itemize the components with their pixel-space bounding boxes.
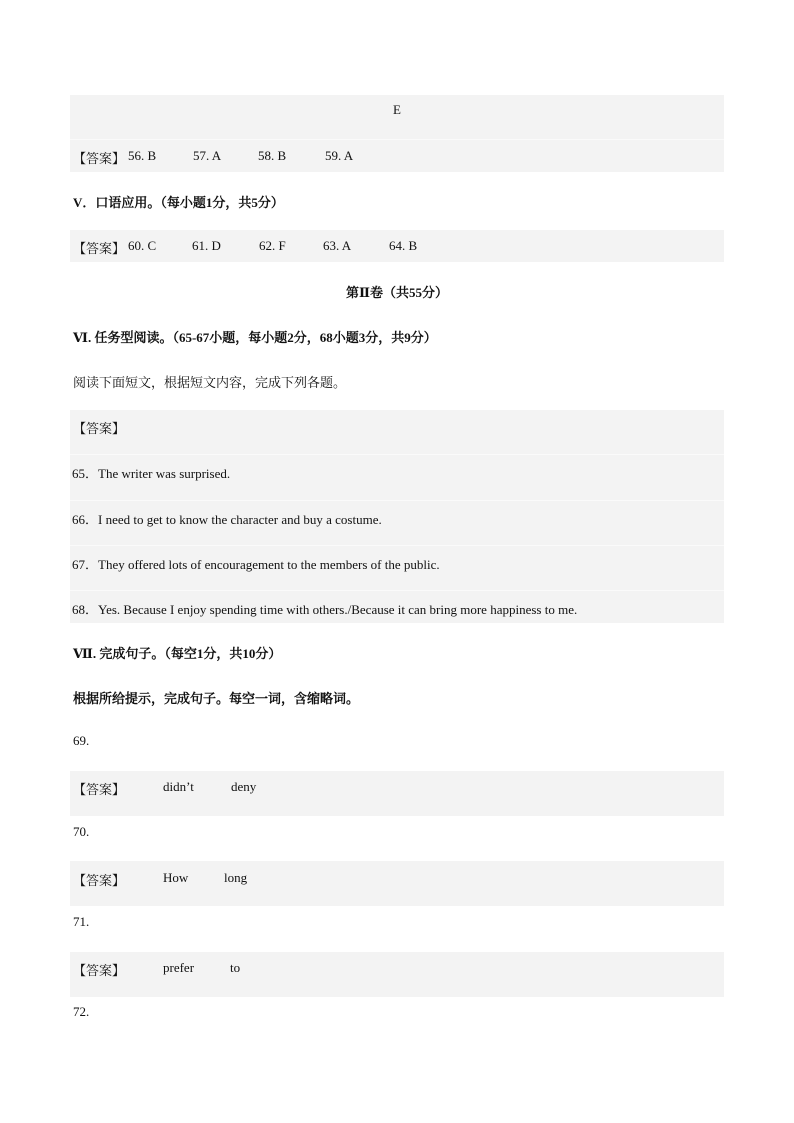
section-v-heading: V．口语应用。（每小题1分，共5分） xyxy=(73,195,284,210)
answer-59: 59. A xyxy=(325,148,354,163)
answer-65: 65．The writer was surprised. xyxy=(72,466,231,481)
answer-70-word-2: long xyxy=(224,870,248,885)
answer-label: 【答案】 xyxy=(73,963,126,978)
answer-label: 【答案】 xyxy=(73,873,126,888)
volume-2-title: 第Ⅱ卷（共55分） xyxy=(346,285,448,300)
answer-62: 62. F xyxy=(259,238,286,253)
answer-66: 66．I need to get to know the character and buy a costume. xyxy=(72,512,382,527)
question-70-number: 70. xyxy=(73,824,90,839)
answer-label: 【答案】 xyxy=(73,782,126,797)
answer-69-block xyxy=(70,771,724,816)
answer-71-block xyxy=(70,952,724,997)
answer-60: 60. C xyxy=(128,238,157,253)
answer-64: 64. B xyxy=(389,238,418,253)
question-69-number: 69. xyxy=(73,733,90,748)
answer-71-word-2: to xyxy=(230,960,241,975)
answer-56: 56. B xyxy=(128,148,157,163)
section-vi-instruction: 阅读下面短文，根据短文内容，完成下列各题。 xyxy=(73,375,347,390)
answer-57: 57. A xyxy=(193,148,222,163)
answer-67: 67．They offered lots of encouragement to the members of the public. xyxy=(72,557,440,572)
section-vi-answer-block xyxy=(70,410,724,623)
section-vii-instruction: 根据所给提示，完成句子。每空一词，含缩略词。 xyxy=(73,691,360,706)
answer-61: 61. D xyxy=(192,238,221,253)
question-71-number: 71. xyxy=(73,914,90,929)
section-vi-heading: Ⅵ. 任务型阅读。（65-67小题，每小题2分，68小题3分，共9分） xyxy=(73,330,437,345)
answer-69-word-1: didn’t xyxy=(163,779,194,794)
answer-71-word-1: prefer xyxy=(163,960,195,975)
answer-label: 【答案】 xyxy=(73,151,126,166)
answer-label: 【答案】 xyxy=(73,421,126,436)
section-e-letter: E xyxy=(393,102,401,117)
answer-58: 58. B xyxy=(258,148,287,163)
question-72-number: 72. xyxy=(73,1004,90,1019)
answer-69-word-2: deny xyxy=(231,779,257,794)
section-vii-heading: Ⅶ. 完成句子。（每空1分，共10分） xyxy=(73,646,282,661)
section-e-block xyxy=(70,95,724,172)
answer-70-word-1: How xyxy=(163,870,189,885)
answer-label: 【答案】 xyxy=(73,241,126,256)
answer-70-block xyxy=(70,861,724,906)
answer-68: 68．Yes. Because I enjoy spending time with others./Because it can bring more happiness to me. xyxy=(72,602,578,617)
section-v-answer-block xyxy=(70,230,724,262)
answer-63: 63. A xyxy=(323,238,352,253)
